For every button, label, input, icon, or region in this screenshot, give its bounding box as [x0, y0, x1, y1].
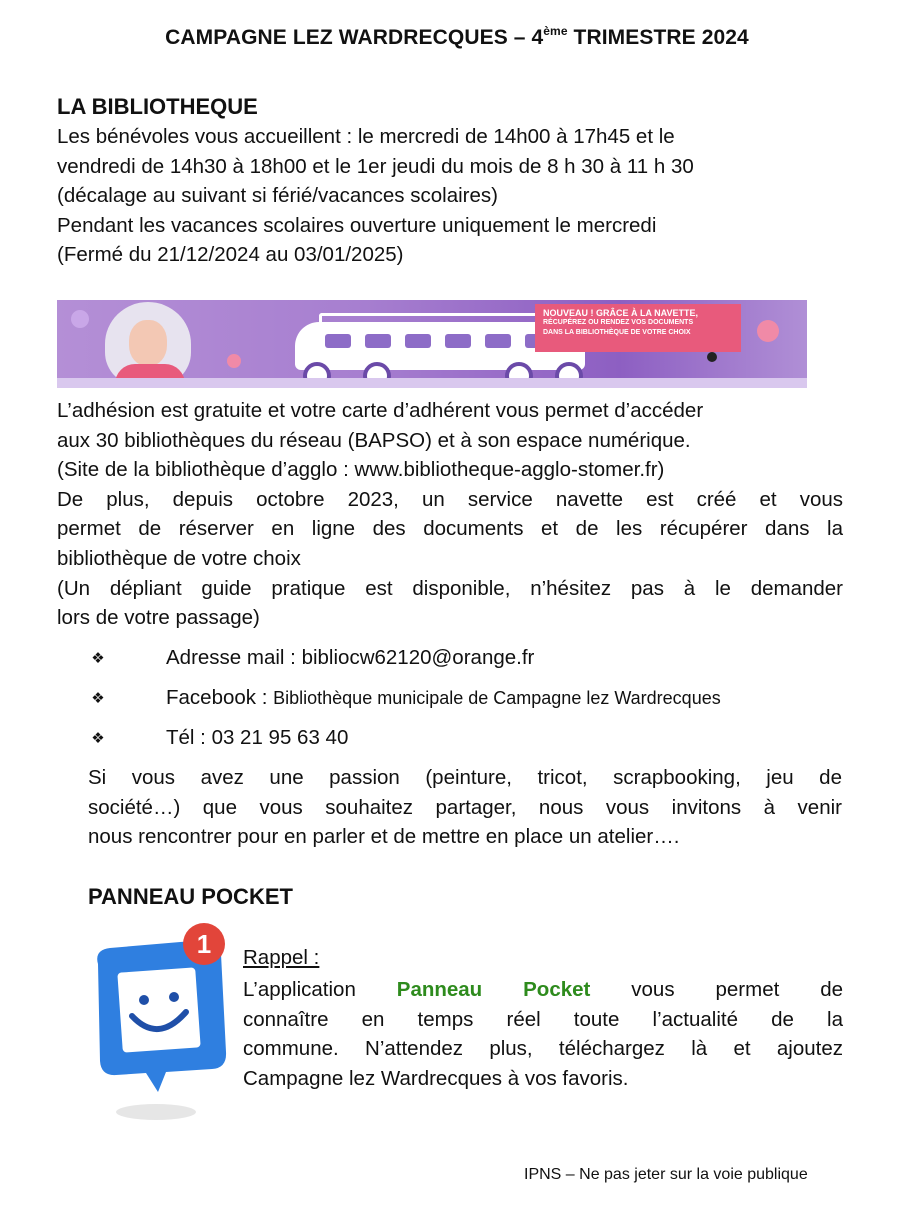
footer-note: IPNS – Ne pas jeter sur la voie publique — [524, 1166, 808, 1183]
banner-announcement: NOUVEAU ! GRÂCE À LA NAVETTE, RÉCUPÉREZ OU RENDEZ VOS DOCUMENTS DANS LA BIBLIOTHÈQUE DE VOTRE CHOIX — [535, 304, 741, 352]
library-hours: Les bénévoles vous accueillent : le mercredi de 14h00 à 17h45 et le vendredi de 14h30 à 18h00 et le 1er jeudi du mois de 8 h 30 à 11 h 30 (décalage au suivant si férié/vacances scolaires) Pendant les vacances scolaires ouverture uniquement le mercredi (Fermé du 21/12/2024 au 03/01/2025) — [57, 125, 694, 267]
contact-phone: ❖ Tél : 03 21 95 63 40 — [91, 726, 349, 749]
panneau-pocket-app-icon — [86, 922, 231, 1127]
membership-text: L’adhésion est gratuite et votre carte d’adhérent vous permet d’accéder aux 30 bibliothèques du réseau (BAPSO) et à son espace numérique. (Site de la bibliothèque d’agglo : www.bibliotheque-agglo-stomer.fr) De plus, depuis octobre 2023, un service navette est créé et vous permet de réserver en ligne des documents et de les récupérer dans la bibliothèque de votre choix (Un dépliant guide pratique est disponible, n’hésitez pas à le demander lors de votre passage) — [57, 399, 843, 630]
document-title: CAMPAGNE LEZ WARDRECQUES – 4ème TRIMESTRE 2024 — [165, 24, 749, 49]
contact-facebook: ❖ Facebook : Bibliothèque municipale de Campagne lez Wardrecques — [91, 686, 721, 709]
section-heading-bibliotheque: LA BIBLIOTHEQUE — [57, 94, 258, 119]
diamond-bullet-icon: ❖ — [91, 690, 105, 707]
passion-invitation: Si vous avez une passion (peinture, tricot, scrapbooking, jeu de société…) que vous souhaitez partager, nous vous invitons à venir nous rencontrer pour en parler et de mettre en place un atelier…. — [88, 766, 842, 849]
section-heading-panneau-pocket: PANNEAU POCKET — [88, 884, 293, 909]
diamond-bullet-icon: ❖ — [91, 730, 105, 747]
contact-email: ❖ Adresse mail : bibliocw62120@orange.fr — [91, 646, 535, 669]
diamond-bullet-icon: ❖ — [91, 650, 105, 667]
app-name: Panneau Pocket — [396, 978, 591, 1001]
reminder-label: Rappel : — [243, 946, 320, 969]
svg-text:1: 1 — [196, 929, 212, 959]
reminder-text: L’application Panneau Pocket vous permet de connaître en temps réel toute l’actualité de la commune. N’attendez plus, téléchargez là et ajoutez Campagne lez Wardrecques à vos favoris. — [243, 978, 843, 1090]
shuttle-banner-image — [57, 300, 807, 388]
